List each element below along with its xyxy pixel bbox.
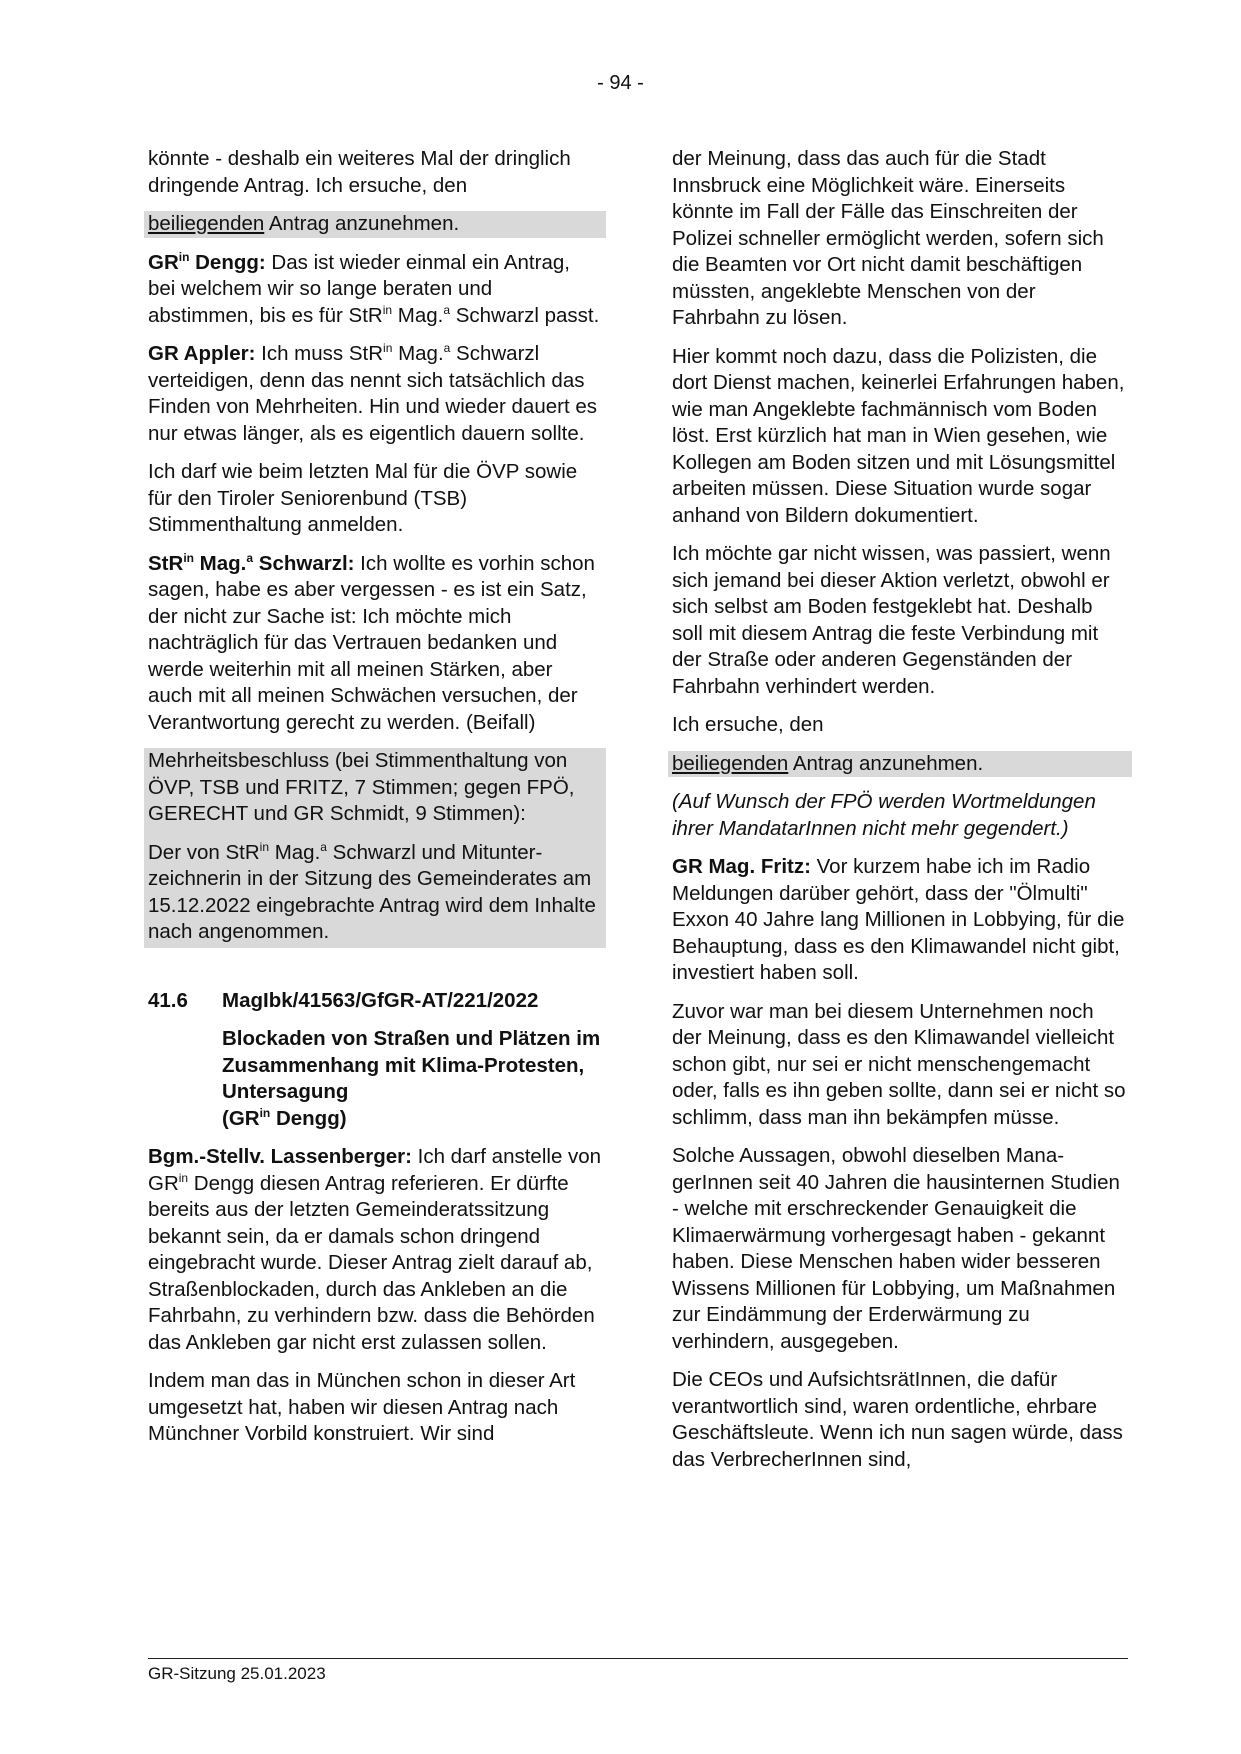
paragraph: Indem man das in München schon in dieser Art umgesetzt hat, haben wir diesen Antrag nach Münchner Vorbild konstruiert. Wir sind	[148, 1369, 576, 1445]
agenda-number: 41.6	[148, 988, 188, 1012]
speaker-name: GR Mag. Fritz:	[672, 855, 811, 878]
resolution-box	[144, 748, 606, 948]
speaker-name: $GR^{in}$ Dengg:	[148, 249, 266, 274]
paragraph-schwarzl: StR$^{in}$ Mag.$^a$ Schwarzl: Ich wollte es vorhin schon sagen, habe es aber vergessen - es ist ein Satz, der nicht zur Sache ist: Ich möchte mich nachträglich für das Vertrauen bedanken und werde weiterhin mit all meinen Stärken, aber auch mit all meinen Schwächen versuchen, der Verantwortung gerecht zu werden. (Beifall)	[148, 550, 595, 734]
left-column	[148, 146, 602, 1448]
page-number: - 94 -	[597, 72, 644, 94]
paragraph-lassenberger: Bgm.-Stellv. Lassenberger: Ich darf anstelle von $GR^{in}$ Dengg diesen Antrag referieren. Er dürfte bereits aus der letzten Gemeinderatssitzung bekannt sein, da er damals schon dringend eingebracht wurde. Dieser Antrag zielt darauf ab, Straßenblockaden, durch das Ankleben an die Fahrbahn, zu verhindern bzw. dass die Behörden das Ankleben gar nicht erst zulassen sollen.	[148, 1145, 602, 1354]
motion-text: Antrag anzunehmen.	[788, 751, 984, 775]
resolution-vote: Mehrheitsbeschluss (bei Stimmenthaltung von ÖVP, TSB und FRITZ, 7 Stimmen; gegen FPÖ, GERECHT und GR Schmidt, 9 Stimmen):	[148, 749, 575, 825]
paragraph: Hier kommt noch dazu, dass die Polizisten, die dort Dienst machen, keinerlei Erfahrungen haben, wie man Angeklebte fachmännisch vom Boden löst. Erst kürzlich hat man in Wien gesehen, wie Kollegen am Boden sitzen und mit Lösungsmittel arbeiten müssen. Diese Situation wurde sogar anhand von Bildern dokumentiert.	[672, 344, 1125, 527]
speaker-name: Bgm.-Stellv. Lassenberger:	[148, 1145, 412, 1168]
footer-divider	[148, 1658, 1128, 1659]
motion-line	[144, 211, 606, 238]
motion-link[interactable]: beiliegenden	[148, 212, 265, 235]
motion-line	[668, 751, 1132, 778]
paragraph: der Meinung, dass das auch für die Stadt Innsbruck eine Möglichkeit wäre. Einerseits könnte im Fall der Fälle das Einschreiten der Polizei schneller ermöglicht werden, sofern sich die Beamten vor Ort nicht damit beschäftigen müssten, angeklebte Menschen von der Fahrbahn zu lösen.	[672, 147, 1104, 329]
speaker-name: GR Appler:	[148, 342, 256, 365]
paragraph-dengg: $GR^{in}$ Dengg: Das ist wieder einmal ein Antrag, bei welchem wir so lange beraten und abstimmen, bis es für StR$^{in}$ Mag.$^a$ Schwarzl passt.	[148, 249, 600, 327]
paragraph: Die CEOs und AufsichtsrätInnen, die dafür verantwortlich sind, waren ordentliche, ehrbare Geschäftsleute. Wenn ich nun sagen würde, dass das VerbrecherInnen sind,	[672, 1368, 1123, 1471]
agenda-title: Blockaden von Straßen und Plätzen im Zusammenhang mit Klima-Protesten, Untersagung ($GR^{in}$ Dengg)	[222, 1027, 601, 1130]
paragraph: Zuvor war man bei diesem Unternehmen noch der Meinung, dass es den Klimawandel vielleicht schon gibt, nur sei er nicht menschengemacht oder, falls es ihn geben sollte, dann sei er nicht so schlimm, dass man ihn bekämpfen müsse.	[672, 999, 1126, 1129]
paragraph: Ich möchte gar nicht wissen, was passiert, wenn sich jemand bei dieser Aktion verletzt, obwohl er sich selbst am Boden festgeklebt hat. Deshalb soll mit diesem Antrag die feste Verbindung mit der Straße oder anderen Gegenständen der Fahrbahn verhindert werden.	[672, 542, 1111, 698]
paragraph-fritz: GR Mag. Fritz: Vor kurzem habe ich im Radio Meldungen darüber gehört, dass der "Ölmulti" Exxon 40 Jahre lang Millionen in Lobbying, für die Behauptung, dass es den Klimawandel nicht gibt, investiert haben soll.	[672, 855, 1125, 984]
paragraph: Ich ersuche, den	[672, 713, 824, 736]
motion-link[interactable]: beiliegenden	[672, 751, 789, 775]
right-column	[672, 146, 1128, 1473]
speaker-name: StR$^{in}$ Mag.$^a$ Schwarzl:	[148, 550, 355, 575]
paragraph-appler: GR Appler: Ich muss StR$^{in}$ Mag.$^a$ Schwarzl verteidigen, denn das nennt sich tatsächlich das Finden von Mehrheiten. Hin und wieder dauert es nur etwas länger, als es eigentlich dauern sollte.	[148, 341, 597, 445]
paragraph: könnte - deshalb ein weiteres Mal der dringlich dringende Antrag. Ich ersuche, den	[148, 147, 571, 197]
motion-text: Antrag anzunehmen.	[264, 212, 460, 235]
paragraph: Ich darf wie beim letzten Mal für die ÖVP sowie für den Tiroler Seniorenbund (TSB) Stimmenthaltung anmelden.	[148, 460, 578, 536]
footer-text: GR-Sitzung 25.01.2023	[148, 1664, 326, 1683]
resolution-text: Der von StR$^{in}$ Mag.$^a$ Schwarzl und Mitunterzeichnerin in der Sitzung des Gemeinderates am 15.12.2022 eingebrachte Antrag wird dem Inhalte nach angenommen.	[148, 839, 596, 943]
agenda-heading	[148, 988, 602, 1015]
editorial-note: (Auf Wunsch der FPÖ werden Wortmeldungen ihrer MandatarInnen nicht mehr gegendert.)	[672, 790, 1096, 840]
paragraph: Solche Aussagen, obwohl dieselben ManagerInnen seit 40 Jahren die hausinternen Studien - welche mit erschreckender Genauigkeit die Klimaerwärmung vorhergesagt haben - gekannt haben. Diese Menschen haben wider besseren Wissens Millionen für Lobbying, um Maßnahmen zur Eindämmung der Erderwärmung zu verhindern, ausgegeben.	[672, 1144, 1120, 1353]
agenda-item	[148, 988, 602, 1133]
agenda-reference: MagIbk/41563/GfGR-AT/221/2022	[222, 988, 539, 1012]
